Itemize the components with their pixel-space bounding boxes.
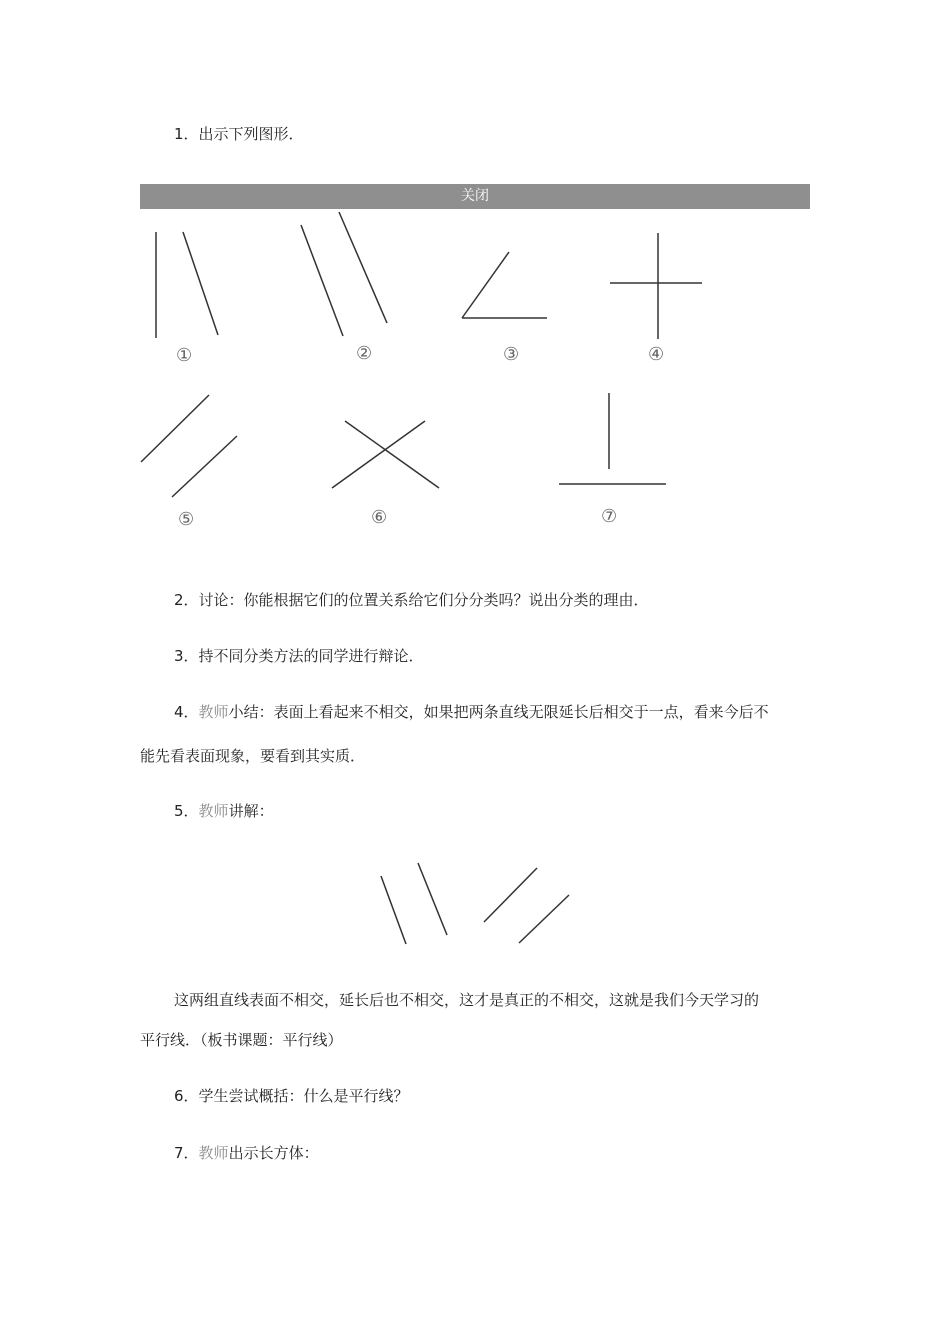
item-1: 1．出示下列图形． [174,125,304,143]
figure-label-4: ④ [648,344,665,365]
item-4-teacher: 教师 [198,703,229,721]
item-7-teacher: 教师 [198,1144,229,1162]
item-7-number: 7． [174,1144,199,1162]
item-5-number: 5． [174,802,199,820]
item-4-line-2: 能先看表面现象，要看到其实质． [140,747,366,765]
item-3: 3．持不同分类方法的同学进行辩论． [174,647,424,665]
lower-line-a1 [381,876,406,944]
fig6-line-a [345,421,439,488]
item-2: 2．讨论：你能根据它们的位置关系给它们分分类吗？说出分类的理由． [174,591,649,609]
figure-label-1: ① [176,345,193,366]
item-5 [174,800,274,822]
fig2-line-b [339,212,387,323]
fig3-line-slanted [462,252,509,318]
fig1-line-slanted [183,232,218,335]
figure-label-2: ② [356,343,373,364]
figure-label-5: ⑤ [178,509,195,530]
fig5-line-a [141,395,209,462]
fig5-line-b [172,436,237,497]
lower-line-b1 [484,868,537,922]
figure-label-6: ⑥ [371,507,388,528]
fig6-line-b [332,421,425,488]
item-4-number: 4． [174,703,199,721]
item-6: 6．学生尝试概括：什么是平行线？ [174,1087,409,1105]
fig2-line-a [301,225,343,336]
explanation-line-2: 平行线．（板书课题：平行线） [140,1031,343,1049]
explanation-line-1: 这两组直线表面不相交，延长后也不相交，这才是真正的不相交，这就是我们今天学习的 [174,991,760,1009]
figure-label-7: ⑦ [601,506,618,527]
item-7-text: 出示长方体： [228,1144,319,1162]
item-5-teacher: 教师 [198,802,229,820]
close-button[interactable]: 关闭 [140,184,810,209]
lower-line-b2 [519,895,569,943]
item-5-text: 讲解： [228,802,274,820]
item-4 [174,701,769,723]
figure-label-3: ③ [503,344,520,365]
lower-line-a2 [418,863,447,935]
item-4-text: 小结：表面上看起来不相交，如果把两条直线无限延长后相交于一点，看来今后不 [228,703,769,721]
item-7 [174,1142,319,1164]
